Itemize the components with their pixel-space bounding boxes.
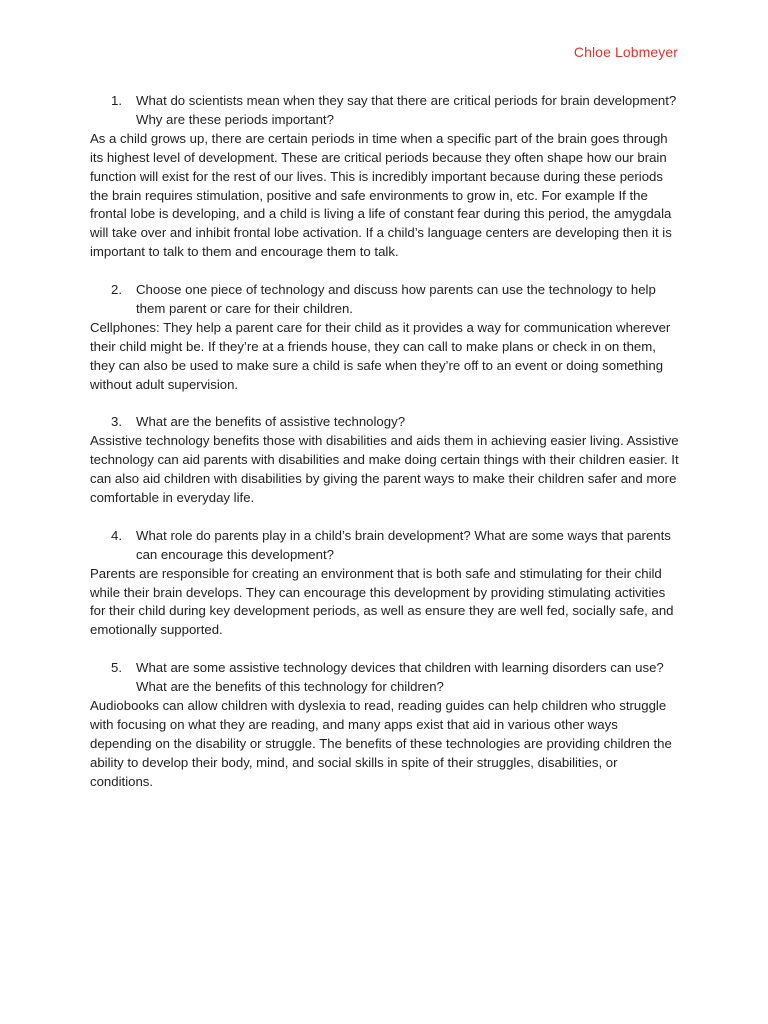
question <box>90 281 680 319</box>
answer-text: Audiobooks can allow children with dyslexia to read, reading guides can help children who struggle with focusing on what they are reading, and many apps exist that aid in various other ways depending on the disability or struggle. The benefits of these technologies are providing children the ability to develop their body, mind, and social skills in spite of their struggles, disabilities, or conditions. <box>90 697 672 789</box>
question <box>90 92 680 130</box>
question-text: What do scientists mean when they say that there are critical periods for brain development? Why are these periods important? <box>136 93 677 127</box>
question-text: What are the benefits of assistive technology? <box>136 414 406 430</box>
qa-item-2 <box>90 281 680 394</box>
author-name: Chloe Lobmeyer <box>573 44 678 60</box>
question <box>90 659 680 697</box>
question-number: 1. <box>111 93 122 108</box>
question-text: What are some assistive technology devices that children with learning disorders can use? What are the benefits of this technology for children? <box>136 660 664 695</box>
qa-item-1 <box>90 92 680 262</box>
question <box>90 527 680 565</box>
question-number: 5. <box>111 660 122 676</box>
question-number: 3. <box>111 414 122 430</box>
answer-text: Cellphones: They help a parent care for their child as it provides a way for communication wherever their child might be. If they’re at a friends house, they can call to make plans or check in on them, they can also be used to make sure a child is safe when they’re off to an event or doing something without adult supervision. <box>90 319 671 392</box>
question-number: 2. <box>111 282 122 298</box>
answer-text: Assistive technology benefits those with disabilities and aids them in achieving easier living. Assistive technology can aid parents with disabilities and make doing certain things with their children easier. It can also aid children with disabilities by giving the parent ways to make their children safer and more comfortable in everyday life. <box>90 433 679 505</box>
question-text: What role do parents play in a child’s brain development? What are some ways that parents can encourage this development? <box>136 527 671 562</box>
qa-item-4 <box>90 527 680 640</box>
document-body <box>90 92 680 810</box>
qa-item-3 <box>90 413 680 508</box>
question <box>90 413 680 432</box>
answer-text: Parents are responsible for creating an environment that is both safe and stimulating for their child while their brain develops. They can encourage this development by providing stimulating activities for their child during key development periods, as well as ensure they are well fed, socially safe, and emotionally supported. <box>90 565 674 638</box>
question-number: 4. <box>111 527 122 543</box>
question-text: Choose one piece of technology and discuss how parents can use the technology to help them parent or care for their children. <box>136 282 656 316</box>
answer-text: As a child grows up, there are certain periods in time when a specific part of the brain goes through its highest level of development. These are critical periods because they often shape how our brain function will exist for the rest of our lives. This is incredibly important because during these periods the brain requires stimulation, positive and safe environments to grow in, etc. For example If the frontal lobe is developing, and a child is living a life of constant fear during this period, the amygdala will take over and inhibit frontal lobe activation. If a child’s language centers are developing then it is important to talk to them and encourage them to talk. <box>90 130 672 260</box>
qa-item-5 <box>90 659 680 791</box>
